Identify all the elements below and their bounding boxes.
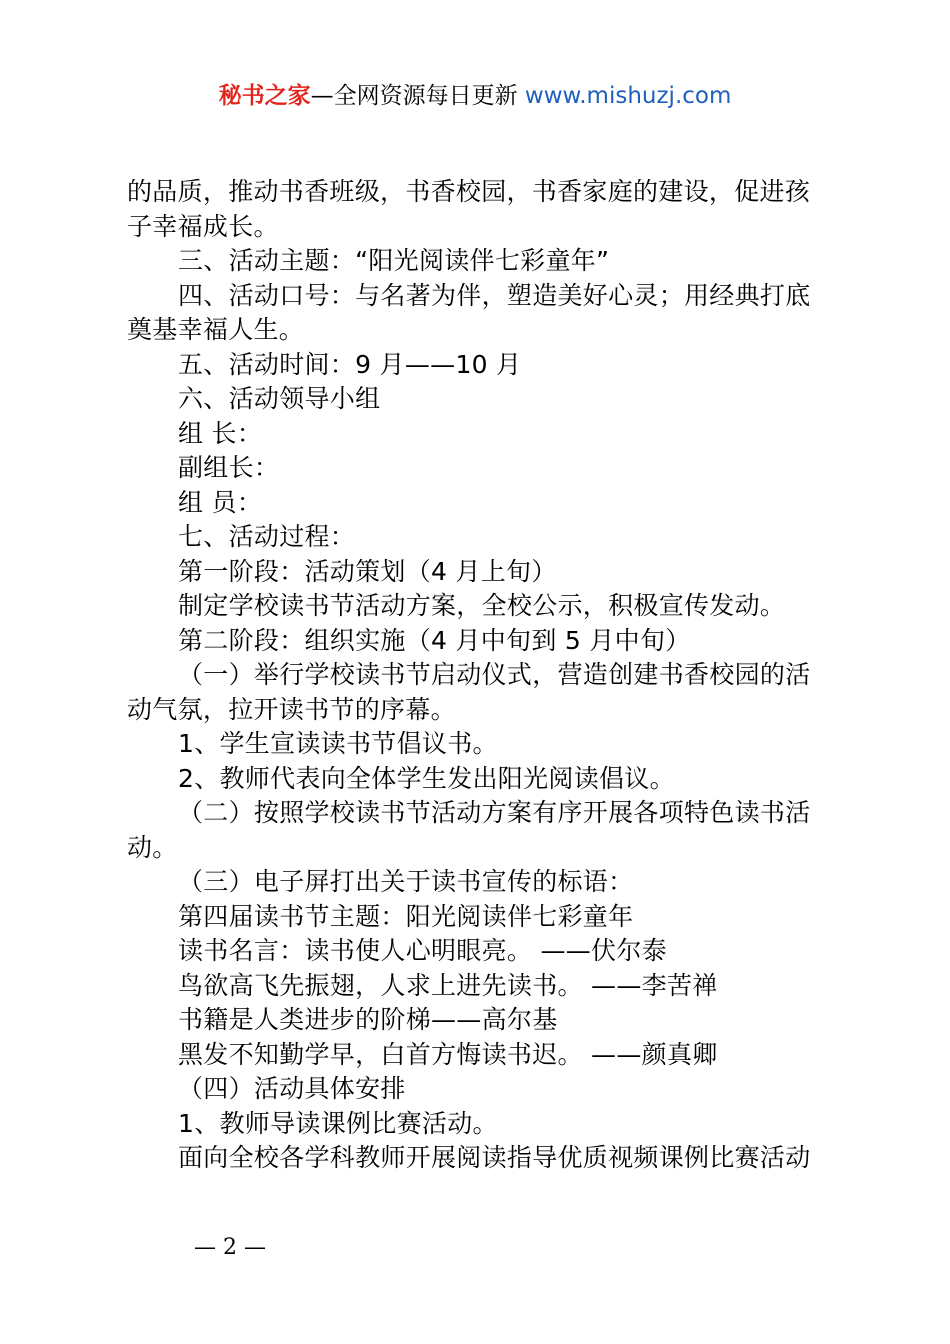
text-line: （二）按照学校读书节活动方案有序开展各项特色读书活 [178,798,811,827]
quote-line: 黑发不知勤学早，白首方悔读书迟。 ——颜真卿 [178,1039,718,1069]
text-line: 的品质，推动书香班级，书香校园，书香家庭的建设，促进孩 [127,177,811,206]
text-line: 动。 [127,832,178,862]
site-url[interactable]: www.mishuzj.com [524,83,732,109]
text-line: （四）活动具体安排 [178,1074,406,1103]
section-heading: 四、活动口号：与名著为伴，塑造美好心灵；用经典打底 [178,280,811,310]
section-heading: 七、活动过程： [178,522,356,551]
site-tagline: —全网资源每日更新 [310,83,518,109]
text-line: 制定学校读书节活动方案，全校公示，积极宣传发动。 [178,591,786,620]
quote-line: 鸟欲高飞先振翅，人求上进先读书。 ——李苦禅 [178,970,718,1000]
text-line: 子幸福成长。 [127,211,279,241]
text-line: 第二阶段：组织实施（4 月中旬到 5 月中旬） [178,625,691,655]
text-line: 奠基幸福人生。 [127,315,305,344]
text-line: 组 长： [178,418,263,448]
page-header [0,80,950,112]
section-heading: 五、活动时间：9 月——10 月 [178,349,522,379]
text-line: 第四届读书节主题：阳光阅读伴七彩童年 [178,901,634,931]
quote-line: 读书名言：读书使人心明眼亮。 ——伏尔泰 [178,936,667,965]
page-number: — 2 — [194,1235,266,1260]
text-line: （三）电子屏打出关于读书宣传的标语： [178,867,634,896]
text-line: 副组长： [178,453,280,482]
list-item: 1、教师导读课例比赛活动。 [178,1108,498,1138]
text-line: 面向全校各学科教师开展阅读指导优质视频课例比赛活动 [178,1143,811,1172]
document-body [127,175,837,1176]
list-item: 2、教师代表向全体学生发出阳光阅读倡议。 [178,763,675,793]
text-line: 第一阶段：活动策划（4 月上旬） [178,556,557,586]
text-line: 动气氛，拉开读书节的序幕。 [127,694,456,724]
site-brand: 秘书之家 [218,83,311,109]
section-heading: 三、活动主题：“阳光阅读伴七彩童年” [178,246,610,275]
text-line: （一）举行学校读书节启动仪式，营造创建书香校园的活 [178,660,811,689]
section-heading: 六、活动领导小组 [178,384,381,413]
text-line: 组 员： [178,487,263,517]
quote-line: 书籍是人类进步的阶梯——高尔基 [178,1005,558,1034]
list-item: 1、学生宣读读书节倡议书。 [178,729,498,758]
